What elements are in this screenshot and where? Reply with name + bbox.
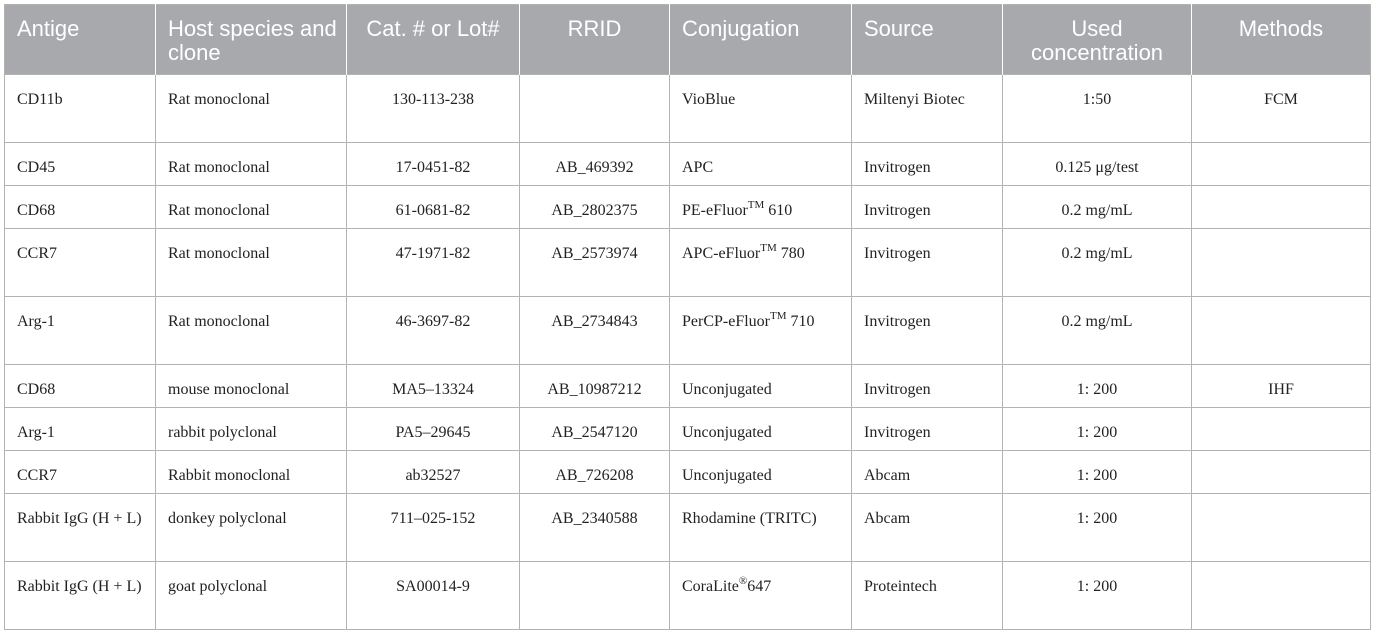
cell-cat-lot: 711–025-152	[347, 494, 520, 562]
cell-antigen: Rabbit IgG (H + L)	[5, 562, 156, 630]
cell-used-concentration: 0.2 mg/mL	[1003, 229, 1192, 297]
conjugation-mark: TM	[770, 309, 787, 322]
cell-used-concentration: 1: 200	[1003, 451, 1192, 494]
conjugation-name: PerCP-eFluor	[682, 313, 770, 330]
cell-antigen: CD11b	[5, 75, 156, 143]
cell-rrid	[520, 562, 670, 630]
table-row	[5, 186, 1371, 229]
cell-conjugation	[670, 229, 852, 297]
cell-methods	[1192, 562, 1371, 630]
cell-rrid: AB_2802375	[520, 186, 670, 229]
cell-rrid: AB_2734843	[520, 297, 670, 365]
conjugation-name: Unconjugated	[682, 381, 772, 398]
table-body	[5, 75, 1371, 630]
cell-cat-lot: 130-113-238	[347, 75, 520, 143]
cell-methods	[1192, 408, 1371, 451]
cell-conjugation	[670, 494, 852, 562]
cell-used-concentration: 0.2 mg/mL	[1003, 186, 1192, 229]
cell-methods: IHF	[1192, 365, 1371, 408]
cell-host-species: donkey polyclonal	[156, 494, 347, 562]
cell-rrid: AB_10987212	[520, 365, 670, 408]
conjugation-mark: ®	[738, 574, 748, 587]
antibody-table	[4, 4, 1371, 630]
conjugation-name: Rhodamine (TRITC)	[682, 510, 817, 527]
conjugation-name: VioBlue	[682, 91, 736, 108]
cell-rrid: AB_2340588	[520, 494, 670, 562]
table-header	[5, 5, 1371, 75]
cell-source: Invitrogen	[852, 143, 1003, 186]
table-row	[5, 562, 1371, 630]
cell-cat-lot: 46-3697-82	[347, 297, 520, 365]
cell-cat-lot: PA5–29645	[347, 408, 520, 451]
cell-antigen: CCR7	[5, 451, 156, 494]
table-row	[5, 75, 1371, 143]
cell-source: Invitrogen	[852, 186, 1003, 229]
cell-methods	[1192, 297, 1371, 365]
table-row	[5, 297, 1371, 365]
cell-cat-lot: SA00014-9	[347, 562, 520, 630]
cell-used-concentration: 1: 200	[1003, 365, 1192, 408]
cell-conjugation	[670, 143, 852, 186]
cell-cat-lot: 17-0451-82	[347, 143, 520, 186]
cell-rrid: AB_726208	[520, 451, 670, 494]
header-rrid: RRID	[520, 5, 670, 75]
cell-host-species: Rabbit monoclonal	[156, 451, 347, 494]
cell-cat-lot: 47-1971-82	[347, 229, 520, 297]
cell-antigen: CCR7	[5, 229, 156, 297]
cell-methods	[1192, 494, 1371, 562]
cell-source: Invitrogen	[852, 408, 1003, 451]
header-cat-lot: Cat. # or Lot#	[347, 5, 520, 75]
cell-source: Invitrogen	[852, 229, 1003, 297]
cell-host-species: rabbit polyclonal	[156, 408, 347, 451]
cell-methods	[1192, 143, 1371, 186]
cell-host-species: Rat monoclonal	[156, 229, 347, 297]
conjugation-name: Unconjugated	[682, 424, 772, 441]
cell-source: Proteintech	[852, 562, 1003, 630]
cell-cat-lot: 61-0681-82	[347, 186, 520, 229]
conjugation-suffix: 647	[747, 578, 772, 595]
cell-rrid	[520, 75, 670, 143]
cell-host-species: Rat monoclonal	[156, 186, 347, 229]
table-row	[5, 494, 1371, 562]
cell-conjugation	[670, 75, 852, 143]
cell-source: Invitrogen	[852, 365, 1003, 408]
conjugation-name: Unconjugated	[682, 467, 772, 484]
cell-conjugation	[670, 451, 852, 494]
cell-conjugation	[670, 297, 852, 365]
header-methods: Methods	[1192, 5, 1371, 75]
cell-methods	[1192, 186, 1371, 229]
header-conjugation: Conjugation	[670, 5, 852, 75]
table-row	[5, 408, 1371, 451]
conjugation-name: APC-eFluor	[682, 245, 761, 262]
cell-rrid: AB_2547120	[520, 408, 670, 451]
header-used-concentration: Used concentration	[1003, 5, 1192, 75]
cell-conjugation	[670, 408, 852, 451]
cell-rrid: AB_469392	[520, 143, 670, 186]
conjugation-name: APC	[682, 159, 714, 176]
cell-host-species: goat polyclonal	[156, 562, 347, 630]
cell-used-concentration: 1:50	[1003, 75, 1192, 143]
cell-conjugation	[670, 562, 852, 630]
conjugation-suffix: 780	[776, 245, 805, 262]
header-row	[5, 5, 1371, 75]
conjugation-suffix: 610	[764, 202, 793, 219]
cell-host-species: Rat monoclonal	[156, 297, 347, 365]
table-row	[5, 143, 1371, 186]
cell-source: Abcam	[852, 494, 1003, 562]
cell-antigen: Arg-1	[5, 297, 156, 365]
cell-antigen: CD68	[5, 186, 156, 229]
cell-rrid: AB_2573974	[520, 229, 670, 297]
cell-methods: FCM	[1192, 75, 1371, 143]
header-source: Source	[852, 5, 1003, 75]
cell-used-concentration: 1: 200	[1003, 494, 1192, 562]
conjugation-name: PE-eFluor	[682, 202, 748, 219]
cell-used-concentration: 1: 200	[1003, 562, 1192, 630]
cell-methods	[1192, 229, 1371, 297]
cell-cat-lot: MA5–13324	[347, 365, 520, 408]
cell-source: Miltenyi Biotec	[852, 75, 1003, 143]
cell-methods	[1192, 451, 1371, 494]
cell-antigen: Arg-1	[5, 408, 156, 451]
table-row	[5, 229, 1371, 297]
table-row	[5, 365, 1371, 408]
cell-cat-lot: ab32527	[347, 451, 520, 494]
cell-antigen: CD45	[5, 143, 156, 186]
cell-antigen: CD68	[5, 365, 156, 408]
cell-host-species: mouse monoclonal	[156, 365, 347, 408]
cell-conjugation	[670, 186, 852, 229]
cell-source: Invitrogen	[852, 297, 1003, 365]
cell-conjugation	[670, 365, 852, 408]
cell-host-species: Rat monoclonal	[156, 75, 347, 143]
conjugation-mark: TM	[747, 198, 765, 211]
cell-source: Abcam	[852, 451, 1003, 494]
conjugation-mark: TM	[760, 241, 777, 254]
header-host-species: Host species and clone	[156, 5, 347, 75]
conjugation-name: CoraLite	[682, 578, 739, 595]
conjugation-suffix: 710	[786, 313, 815, 330]
cell-used-concentration: 0.125 μg/test	[1003, 143, 1192, 186]
cell-used-concentration: 0.2 mg/mL	[1003, 297, 1192, 365]
header-antigen: Antige	[5, 5, 156, 75]
cell-antigen: Rabbit IgG (H + L)	[5, 494, 156, 562]
table-row	[5, 451, 1371, 494]
cell-used-concentration: 1: 200	[1003, 408, 1192, 451]
cell-host-species: Rat monoclonal	[156, 143, 347, 186]
